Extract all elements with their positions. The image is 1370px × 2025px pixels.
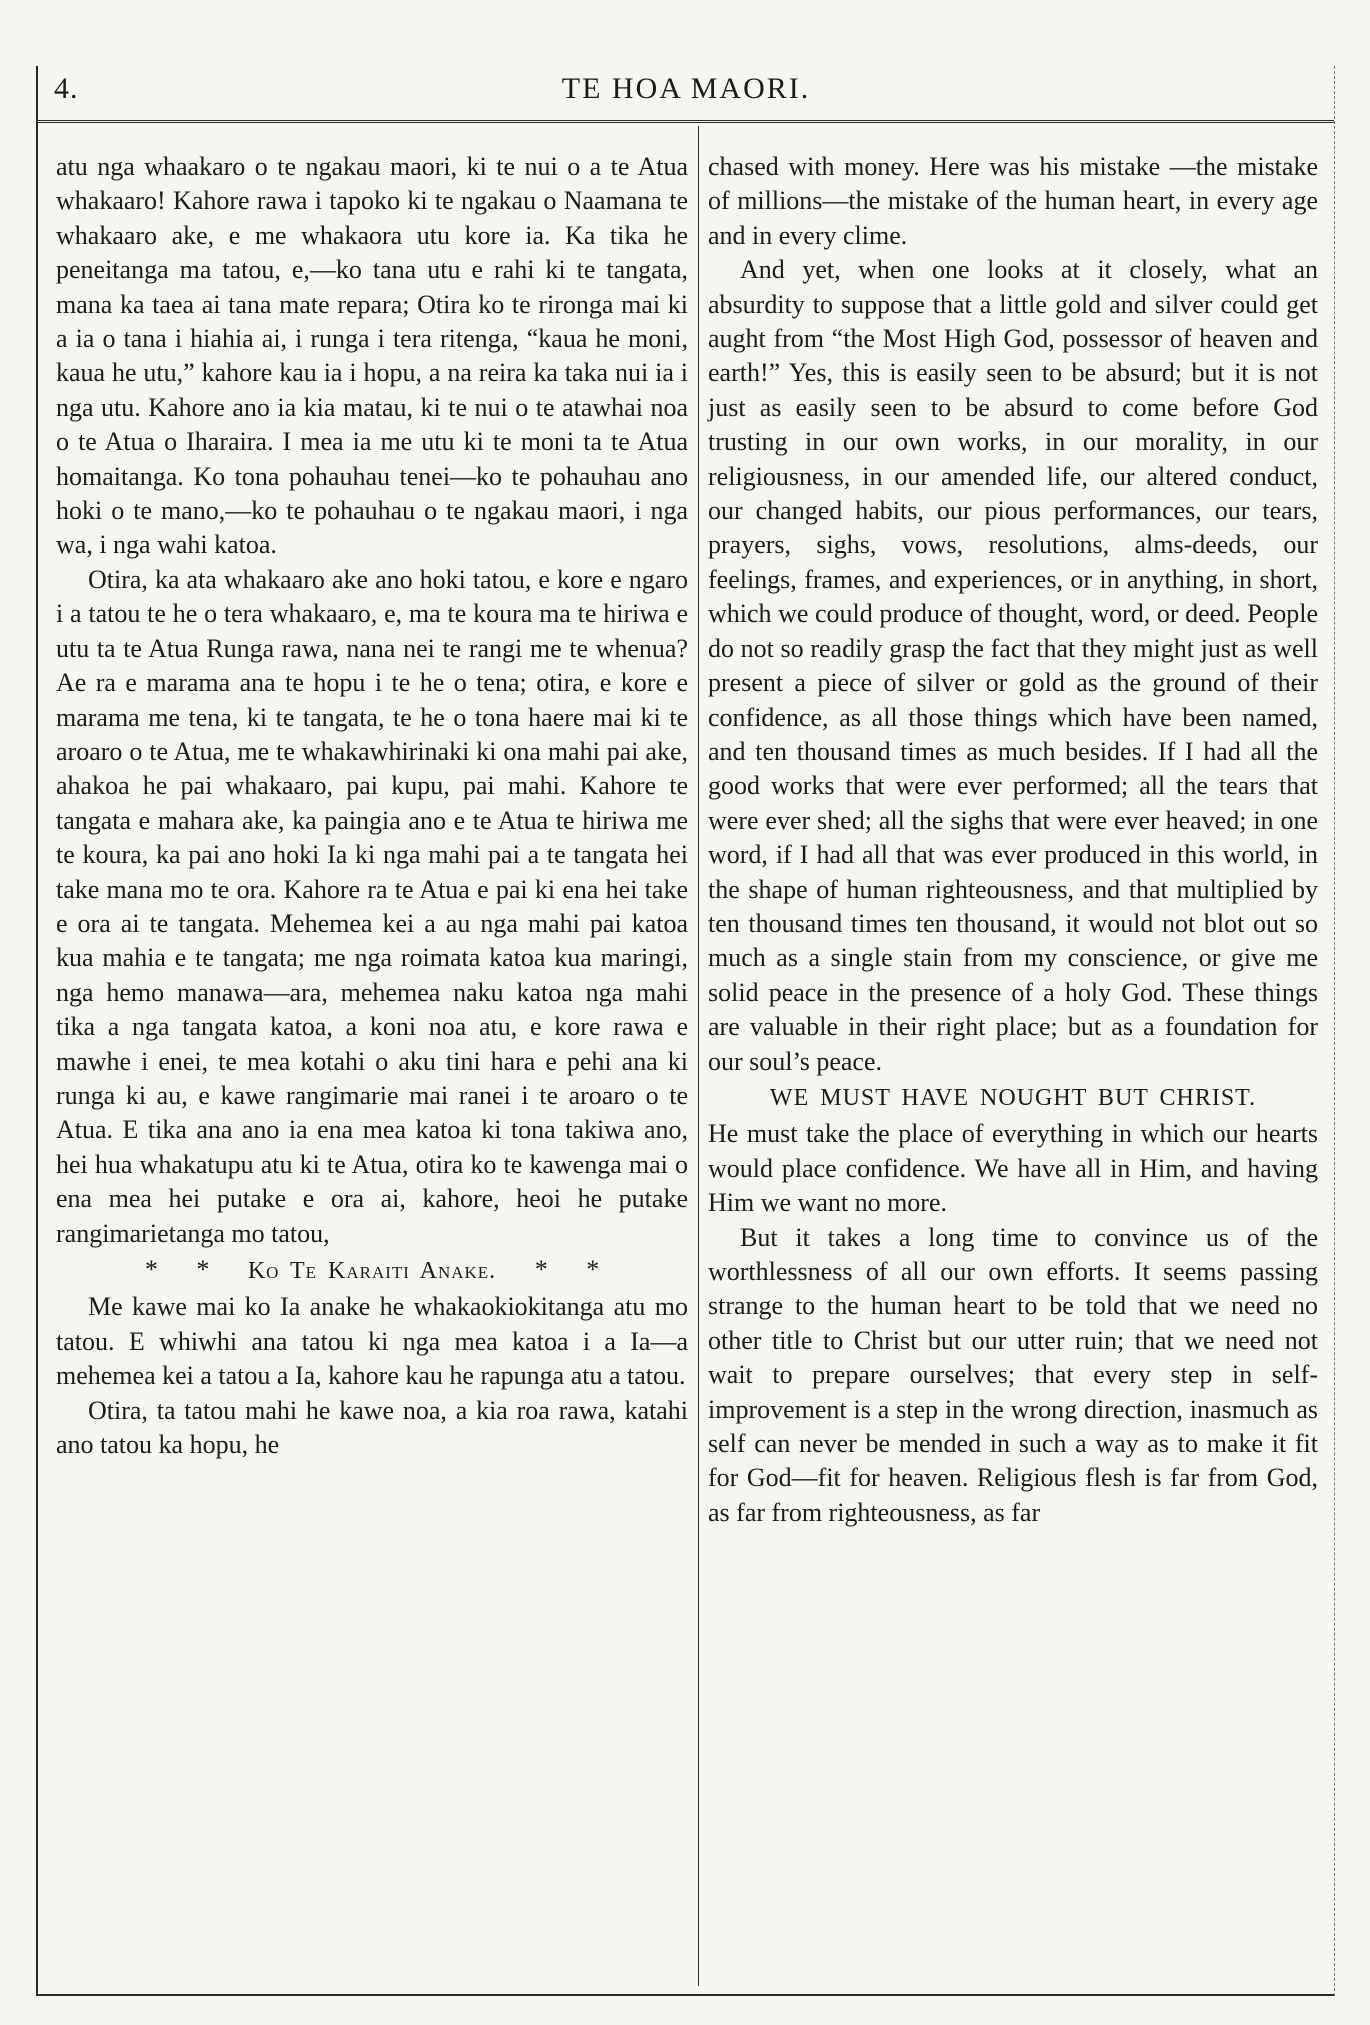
left-paragraph-3: Me kawe mai ko Ia anake he whakaokiokitanga atu mo tatou. E whiwhi ana tatou ki nga mea katoa i a Ia—a mehemea kei a tatou a Ia, kahore kau he rapunga atu a tatou.: [56, 1292, 688, 1391]
left-paragraph-2: Otira, ka ata whakaaro ake ano hoki tatou, e kore e ngaro i a tatou te he o tera whakaaro, e, ma te koura ma te hiriwa e utu ta te Atua Runga rawa, nana nei te rangi me te whenua? Ae ra e marama ana te hopu i te he o tena; otira, e kore e marama me tena, ki te tangata, te he o tona haere mai ki te aroaro o te Atua, me te whakawhirinaki ki ona mahi pai ake, ahakoa he pai whakaaro, pai kupu, pai mahi. Kahore te tangata e mahara ake, ka paingia ano e te Atua te hiriwa me te koura, ka pai ano hoki Ia ki nga mahi pai a te tangata hei take mana mo te ora. Kahore ra te Atua e pai ki ena hei take e ora ai te tangata. Mehemea kei a au nga mahi pai katoa kua mahia e te tangata; me nga roimata katoa kua maringi, nga hemo manawa—ara, mehemea naku katoa nga mahi tika a nga tangata katoa, a koni noa atu, e kore rawa e mawhe i enei, te mea kotahi o aku tini hara e pehi ana ki runga ki au, e kawe rangimarie mai ranei i te aroaro o te Atua. E tika ana ano ia ena mea katoa ki tona takiwa ano, hei hua whakatupu atu ki te Atua, otira ko te kawenga mai o ena mea hei putake e ora ai, kahore, heoi he putake rangimarietanga mo tatou,: [56, 564, 688, 1248]
asterism-mark: *: [144, 1255, 158, 1284]
left-section-heading: [56, 1253, 688, 1288]
column-divider: [698, 126, 699, 1986]
right-paragraph-4: But it takes a long time to convince us of the worthlessness of all our own efforts. It seems passing strange to the human heart to be told that we need no other title to Christ but our utter ruin; that we need not wait to prepare ourselves; that every step in self-improvement is a step in the wrong direction, inasmuch as self can never be mended in such a way as to make it fit for God—fit for heaven. Religious flesh is far from God, as far from righteousness, as far: [708, 1222, 1318, 1527]
asterism-mark: *: [196, 1255, 210, 1284]
section-heading-text: Ko Te Karaiti Anake.: [247, 1258, 497, 1284]
asterism-mark: *: [586, 1255, 600, 1284]
newspaper-page: [36, 66, 1335, 1996]
page-header: [38, 66, 1334, 123]
right-column: [708, 150, 1318, 1530]
right-paragraph-1: chased with money. Here was his mistake —the mistake of millions—the mistake of the human heart, in every age and in every clime.: [708, 152, 1318, 250]
page-number: 4.: [54, 72, 79, 105]
left-paragraph-1: atu nga whaakaro o te ngakau maori, ki te nui o a te Atua whakaaro! Kahore rawa i tapoko ki te ngakau o Naamana te whakaaro ake, e me whakaora utu kore ia. Ka tika he peneitanga ma tatou, e,—ko tana utu e rahi ki te tangata, mana ka taea ai tana mate repara; Otira ko te rironga mai ki a ia o tana i hiahia ai, i runga i tera ritenga, “kaua he moni, kaua he utu,” kahore kau ia i hopu, a na reira ka taka nui ia i nga utu. Kahore ano ia kia matau, ki te nui o te atawhai noa o te Atua o Iharaira. I mea ia me utu ki te moni ta te Atua homaitanga. Ko tona pohauhau tenei—ko te pohauhau ano hoki o te mano,—ko te pohauhau o te ngakau maori, i nga wa, i nga wahi katoa.: [56, 152, 688, 560]
asterism-mark: *: [534, 1255, 548, 1284]
right-section-heading: WE MUST HAVE NOUGHT BUT CHRIST.: [769, 1084, 1257, 1111]
bottom-rule: [38, 1994, 1334, 1996]
running-title: TE HOA MAORI.: [561, 72, 811, 105]
left-column: [56, 150, 688, 1462]
left-paragraph-4: Otira, ta tatou mahi he kawe noa, a kia roa rawa, katahi ano tatou ka hopu, he: [56, 1395, 688, 1460]
right-paragraph-2: And yet, when one looks at it closely, what an absurdity to suppose that a little gold and silver could get aught from “the Most High God, possessor of heaven and earth!” Yes, this is easily seen to be absurd; but it is not just as easily seen to be absurd to come before God trusting in our own works, in our morality, in our religiousness, in our amended life, our altered conduct, our changed habits, our pious performances, our tears, prayers, sighs, vows, resolutions, alms-deeds, our feelings, frames, and experiences, or in anything, in short, which we could produce of thought, word, or deed. People do not so readily grasp the fact that they might just as well present a piece of silver or gold as the ground of their confidence, as all those things which have been named, and ten thousand times as much besides. If I had all the good works that were ever performed; all the tears that were ever shed; all the sighs that were ever heaved; in one word, if I had all that was ever produced in this world, in the shape of human righteousness, and that multiplied by ten thousand times ten thousand, it would not blot out so much as a single stain from my conscience, or give me solid peace in the presence of a holy God. These things are valuable in their right place; but as a foundation for our soul’s peace.: [708, 255, 1318, 1076]
right-paragraph-3: He must take the place of everything in which our hearts would place confidence. We have all in Him, and having Him we want no more.: [708, 1119, 1318, 1218]
